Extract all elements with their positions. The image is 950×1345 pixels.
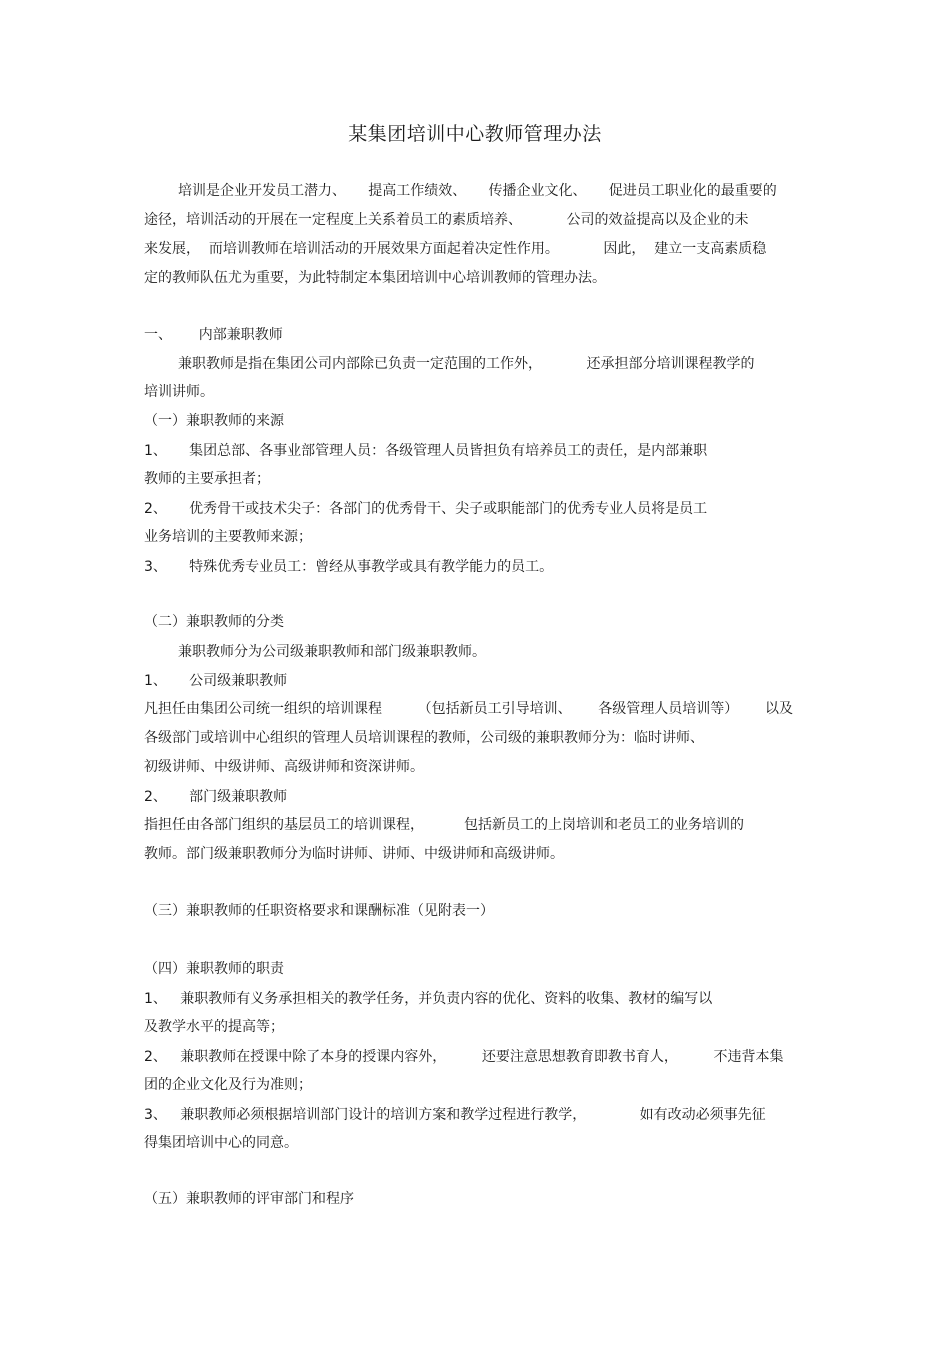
subsection-4-item-3-line-1: 3、 兼职教师必须根据培训部门设计的培训方案和教学过程进行教学， 如有改动必须事先征 — [144, 1107, 766, 1123]
subsection-4-heading: （四）兼职教师的职责 — [144, 961, 284, 977]
subsection-2-item-1-heading: 1、 公司级兼职教师 — [144, 673, 288, 689]
section-1-paragraph-line-2: 培训讲师。 — [144, 384, 214, 400]
subsection-1-item-3: 3、 特殊优秀专业员工：曾经从事教学或具有教学能力的员工。 — [144, 559, 554, 575]
subsection-4-item-1-line-1: 1、 兼职教师有义务承担相关的教学任务，并负责内容的优化、资料的收集、教材的编写以 — [144, 991, 713, 1007]
subsection-4-item-3-line-2: 得集团培训中心的同意。 — [144, 1135, 298, 1151]
intro-line-4: 定的教师队伍尤为重要，为此特制定本集团培训中心培训教师的管理办法。 — [144, 270, 606, 286]
subsection-4-item-1-line-2: 及教学水平的提高等； — [144, 1019, 284, 1035]
subsection-5-heading: （五）兼职教师的评审部门和程序 — [144, 1191, 354, 1207]
subsection-1-item-2-line-1: 2、 优秀骨干或技术尖子：各部门的优秀骨干、尖子或职能部门的优秀专业人员将是员工 — [144, 501, 708, 517]
subsection-2-item-1-line-2: 各级部门或培训中心组织的管理人员培训课程的教师，公司级的兼职教师分为：临时讲师、 — [144, 730, 704, 746]
section-1-heading: 一、 内部兼职教师 — [144, 327, 283, 343]
subsection-2-paragraph: 兼职教师分为公司级兼职教师和部门级兼职教师。 — [178, 644, 486, 660]
intro-line-1: 培训是企业开发员工潜力、 提高工作绩效、 传播企业文化、 促进员工职业化的最重要的 — [178, 183, 777, 199]
subsection-1-heading: （一）兼职教师的来源 — [144, 413, 284, 429]
intro-line-3: 来发展， 而培训教师在培训活动的开展效果方面起着决定性作用。 因此， 建立一支高素质稳 — [144, 241, 767, 257]
subsection-1-item-1-line-2: 教师的主要承担者； — [144, 471, 270, 487]
subsection-4-item-2-line-2: 团的企业文化及行为准则； — [144, 1077, 312, 1093]
subsection-3-heading: （三）兼职教师的任职资格要求和课酬标准（见附表一） — [144, 903, 494, 919]
subsection-2-item-2-line-2: 教师。部门级兼职教师分为临时讲师、讲师、中级讲师和高级讲师。 — [144, 846, 564, 862]
document-title: 某集团培训中心教师管理办法 — [348, 123, 602, 145]
subsection-4-item-2-line-1: 2、 兼职教师在授课中除了本身的授课内容外， 还要注意思想教育即教书育人， 不违背本集 — [144, 1049, 784, 1065]
subsection-2-item-2-heading: 2、 部门级兼职教师 — [144, 789, 288, 805]
section-1-paragraph-line-1: 兼职教师是指在集团公司内部除已负责一定范围的工作外， 还承担部分培训课程教学的 — [178, 356, 755, 372]
subsection-2-item-1-line-1: 凡担任由集团公司统一组织的培训课程 （包括新员工引导培训、 各级管理人员培训等） 以及 — [144, 701, 794, 717]
intro-line-2: 途径，培训活动的开展在一定程度上关系着员工的素质培养、 公司的效益提高以及企业的未 — [144, 212, 749, 228]
subsection-2-item-1-line-3: 初级讲师、中级讲师、高级讲师和资深讲师。 — [144, 759, 424, 775]
subsection-2-item-2-line-1: 指担任由各部门组织的基层员工的培训课程， 包括新员工的上岗培训和老员工的业务培训的 — [144, 817, 745, 833]
subsection-2-heading: （二）兼职教师的分类 — [144, 614, 284, 630]
subsection-1-item-2-line-2: 业务培训的主要教师来源； — [144, 529, 312, 545]
subsection-1-item-1-line-1: 1、 集团总部、各事业部管理人员：各级管理人员皆担负有培养员工的责任，是内部兼职 — [144, 443, 708, 459]
